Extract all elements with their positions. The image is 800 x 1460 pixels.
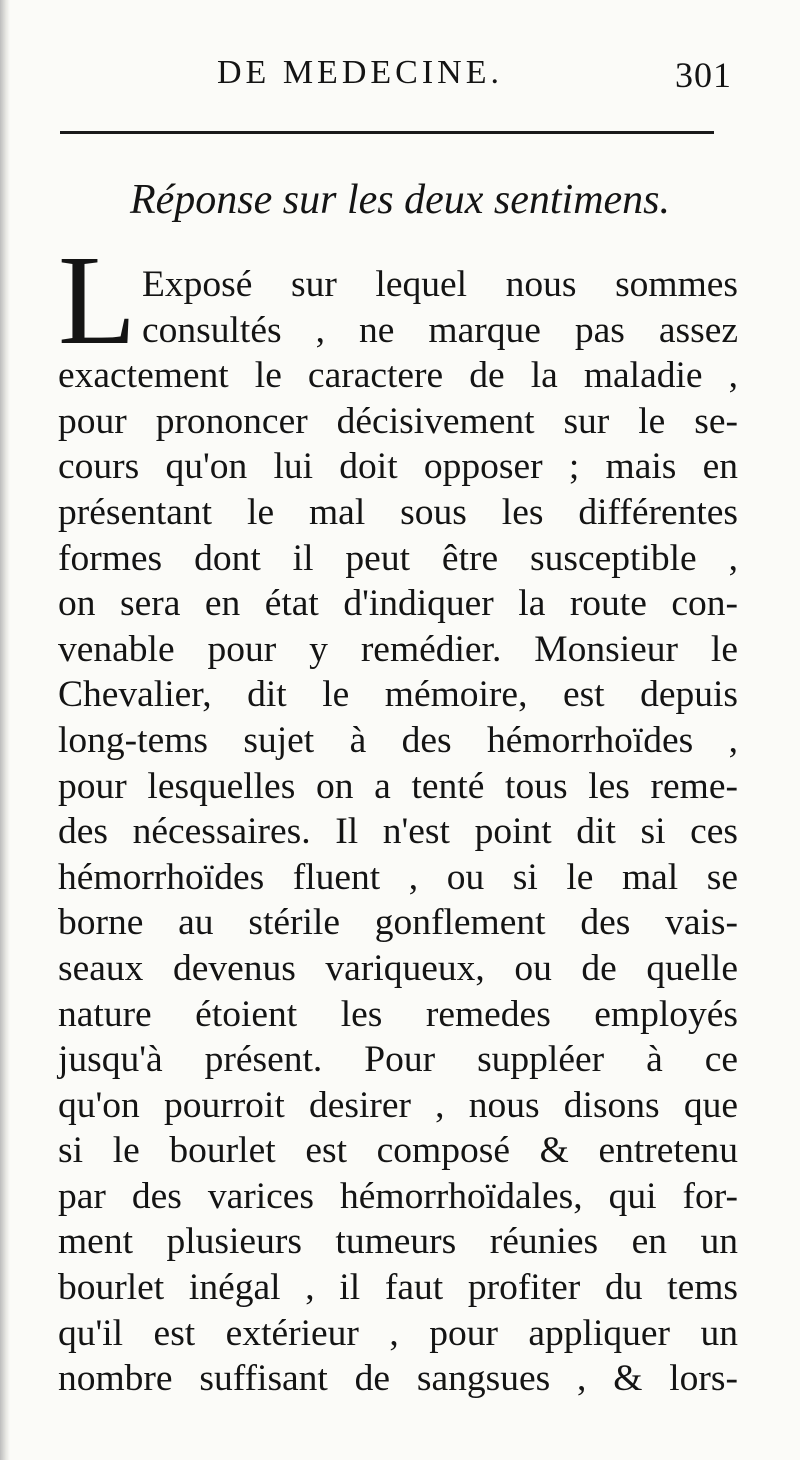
text-line: long-tems sujet à des hémorrhoïdes , bbox=[58, 719, 738, 761]
text-line: borne au stérile gonflement des vais- bbox=[58, 902, 738, 944]
text-line: bourlet inégal , il faut profiter du tems bbox=[58, 1267, 738, 1309]
text-line: Exposé sur lequel nous sommes bbox=[142, 264, 738, 305]
page-edge-shadow bbox=[0, 0, 10, 1460]
section-title: Réponse sur les deux sentimens. bbox=[129, 177, 671, 223]
text-line: consultés , ne marque pas assez bbox=[142, 309, 738, 351]
text-line: qu'il est extérieur , pour appliquer un bbox=[58, 1312, 738, 1354]
text-line: pour lesquelles on a tenté tous les reme- bbox=[58, 765, 738, 807]
text-line: jusqu'à présent. Pour suppléer à ce bbox=[58, 1039, 738, 1081]
text-line: on sera en état d'indiquer la route con- bbox=[58, 583, 738, 625]
text-line: formes dont il peut être susceptible , bbox=[58, 537, 738, 579]
header-rule bbox=[60, 131, 714, 134]
text-line: qu'on pourroit desirer , nous disons que bbox=[58, 1084, 738, 1126]
running-head: DE MEDECINE. bbox=[217, 54, 503, 91]
text-line: venable pour y remédier. Monsieur le bbox=[58, 628, 738, 670]
text-line: par des varices hémorrhoïdales, qui for- bbox=[58, 1175, 738, 1217]
text-line: ment plusieurs tumeurs réunies en un bbox=[58, 1221, 738, 1263]
text-line: nombre suffisant de sangsues , & lors- bbox=[58, 1358, 738, 1400]
body-text bbox=[58, 262, 738, 1402]
page-header bbox=[62, 48, 732, 102]
text-line: cours qu'on lui doit opposer ; mais en bbox=[58, 446, 738, 488]
text-line: hémorrhoïdes fluent , ou si le mal se bbox=[58, 856, 738, 898]
text-line: seaux devenus variqueux, ou de quelle bbox=[58, 947, 738, 989]
page-number: 301 bbox=[675, 55, 732, 95]
text-line: Chevalier, dit le mémoire, est depuis bbox=[58, 674, 738, 716]
text-line: si le bourlet est composé & entretenu bbox=[58, 1130, 738, 1172]
text-line: des nécessaires. Il n'est point dit si ces bbox=[58, 811, 738, 853]
text-line: pour prononcer décisivement sur le se- bbox=[58, 400, 738, 442]
text-line: présentant le mal sous les différentes bbox=[58, 491, 738, 533]
text-line: nature étoient les remedes employés bbox=[58, 993, 738, 1035]
text-line: exactement le caractere de la maladie , bbox=[58, 355, 738, 397]
drop-cap-letter: L bbox=[58, 229, 137, 371]
